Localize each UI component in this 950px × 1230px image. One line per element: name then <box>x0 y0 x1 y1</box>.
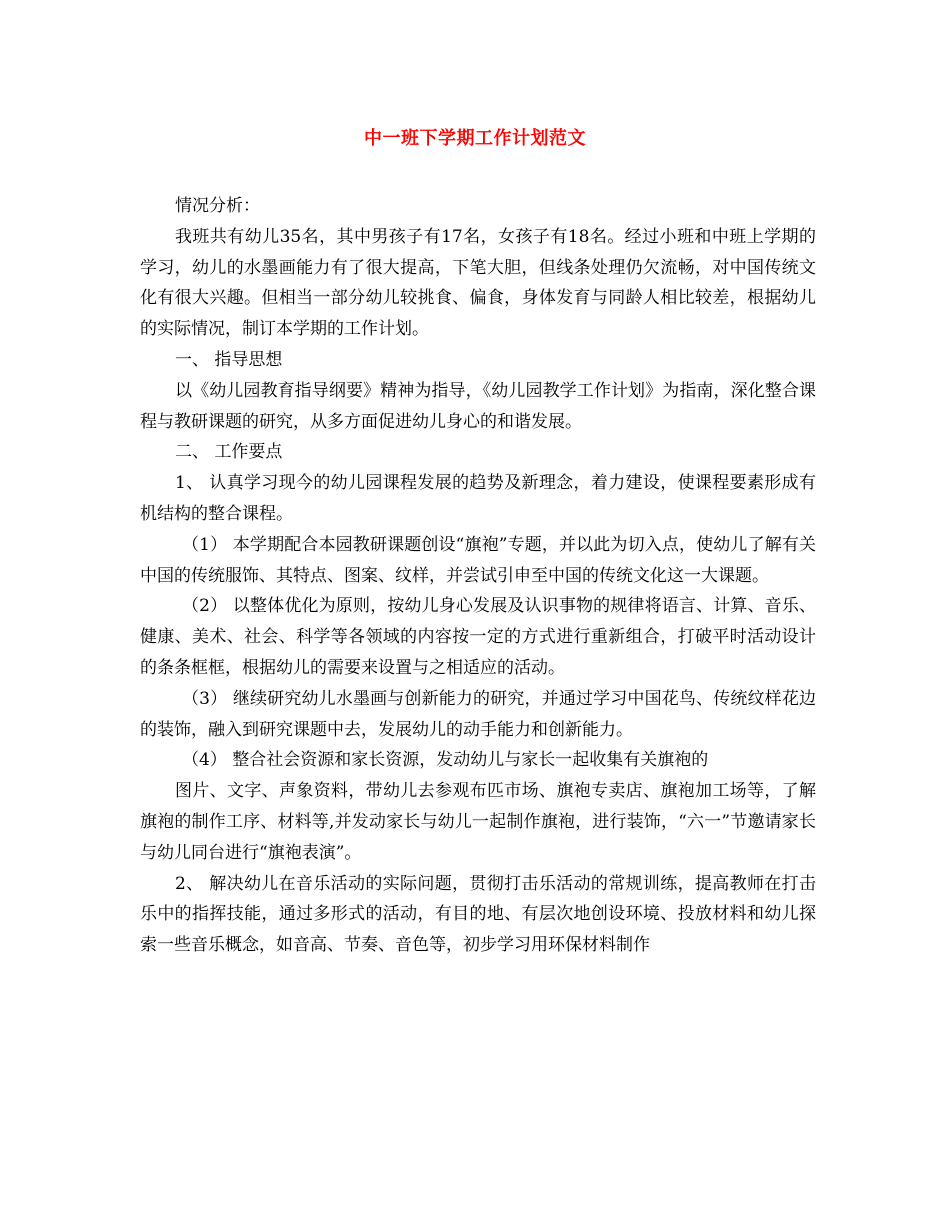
document-title: 中一班下学期工作计划范文 <box>364 128 586 149</box>
paragraph-subpoint-4-continued: 图片、文字、声象资料，带幼儿去参观布匹市场、旗袍专卖店、旗袍加工场等，了解旗袍的制作工序、材料等,并发动家长与幼儿一起制作旗袍，进行装饰，“六一”节邀请家长与幼儿同台进行“旗袍表演”。 <box>140 781 816 863</box>
paragraph-subpoint-1: （1） 本学期配合本园教研课题创设“旗袍”专题，并以此为切入点，使幼儿了解有关中国的传统服饰、其特点、图案、纹样，并尝试引申至中国的传统文化这一大课题。 <box>140 534 816 586</box>
paragraph-subpoint-3: （3） 继续研究幼儿水墨画与创新能力的研究，并通过学习中国花鸟、传统纹样花边的装饰，融入到研究课题中去，发展幼儿的动手能力和创新能力。 <box>140 688 816 740</box>
heading-guiding-ideology: 一、 指导思想 <box>175 349 283 370</box>
paragraph-point-2: 2、 解决幼儿在音乐活动的实际问题，贯彻打击乐活动的常规训练，提高教师在打击乐中的指挥技能，通过多形式的活动，有目的地、有层次地创设环境、投放材料和幼儿探索一些音乐概念，如音高、节奏、音色等，初步学习用环保材料制作 <box>140 873 816 956</box>
paragraph-situation-analysis: 我班共有幼儿35名，其中男孩子有17名，女孩子有18名。经过小班和中班上学期的学习，幼儿的水墨画能力有了很大提高，下笔大胆，但线条处理仍欠流畅，对中国传统文化有很大兴趣。但相当一部分幼儿较挑食、偏食，身体发育与同龄人相比较差，根据幼儿的实际情况，制订本学期的工作计划。 <box>140 226 816 340</box>
paragraph-situation-heading: 情况分析： <box>175 196 260 216</box>
paragraph-subpoint-2: （2） 以整体优化为原则，按幼儿身心发展及认识事物的规律将语言、计算、音乐、健康、美术、社会、科学等各领域的内容按一定的方式进行重新组合，打破平时活动设计的条条框框，根据幼儿的需要来设置与之相适应的活动。 <box>140 596 816 678</box>
document-body <box>140 191 816 961</box>
paragraph-point-1: 1、 认真学习现今的幼儿园课程发展的趋势及新理念，着力建设，使课程要素形成有机结构的整合课程。 <box>140 473 816 524</box>
paragraph-subpoint-4: （4） 整合社会资源和家长资源，发动幼儿与家长一起收集有关旗袍的 <box>182 750 709 771</box>
paragraph-guiding-ideology: 以《幼儿园教育指导纲要》精神为指导，《幼儿园教学工作计划》为指南，深化整合课程与教研课题的研究，从多方面促进幼儿身心的和谐发展。 <box>140 380 816 432</box>
heading-work-points: 二、 工作要点 <box>175 442 283 463</box>
